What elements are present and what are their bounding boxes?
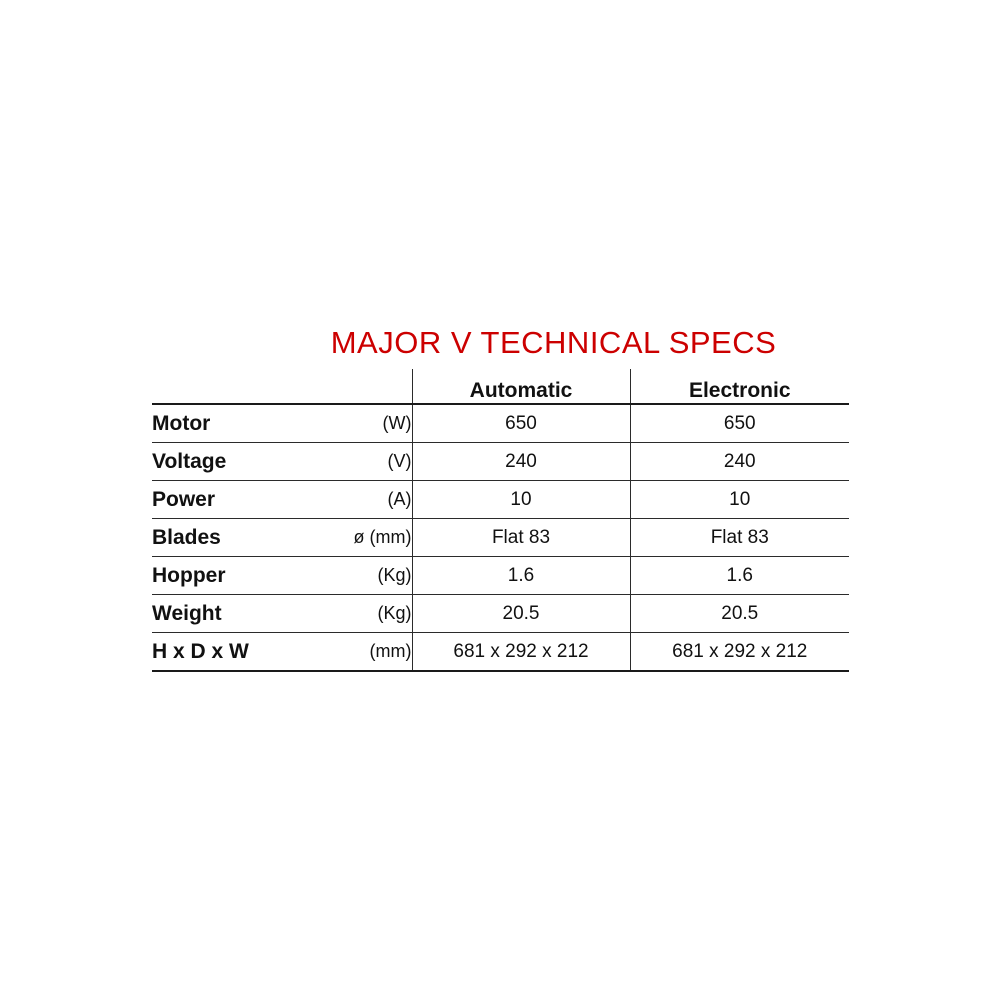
column-header-unit — [348, 369, 412, 404]
table-row — [152, 481, 849, 519]
row-label: Voltage — [152, 443, 348, 481]
row-label: Blades — [152, 519, 348, 557]
row-value-electronic: 20.5 — [630, 595, 849, 633]
row-value-automatic: 240 — [412, 443, 630, 481]
page-title: MAJOR V TECHNICAL SPECS — [330, 325, 777, 360]
table-row — [152, 404, 849, 443]
row-unit: (Kg) — [348, 557, 412, 595]
table-row — [152, 443, 849, 481]
row-value-automatic: 10 — [412, 481, 630, 519]
row-value-automatic: Flat 83 — [412, 519, 630, 557]
table-row — [152, 633, 849, 672]
row-unit: (A) — [348, 481, 412, 519]
row-label: Motor — [152, 404, 348, 443]
row-value-electronic: 1.6 — [630, 557, 849, 595]
table-header-row — [152, 369, 849, 404]
spec-block — [152, 325, 849, 672]
row-unit: (Kg) — [348, 595, 412, 633]
column-header-electronic: Electronic — [630, 369, 849, 404]
technical-specs-table — [152, 369, 849, 672]
table-row — [152, 595, 849, 633]
row-unit: (mm) — [348, 633, 412, 672]
row-label: Hopper — [152, 557, 348, 595]
row-value-electronic: 650 — [630, 404, 849, 443]
row-unit: ø (mm) — [348, 519, 412, 557]
row-value-automatic: 1.6 — [412, 557, 630, 595]
row-unit: (V) — [348, 443, 412, 481]
row-value-automatic: 20.5 — [412, 595, 630, 633]
table-body — [152, 404, 849, 671]
table-row — [152, 519, 849, 557]
row-value-automatic: 650 — [412, 404, 630, 443]
table-row — [152, 557, 849, 595]
row-label: Power — [152, 481, 348, 519]
row-value-electronic: 240 — [630, 443, 849, 481]
row-value-electronic: Flat 83 — [630, 519, 849, 557]
row-value-electronic: 10 — [630, 481, 849, 519]
row-value-automatic: 681 x 292 x 212 — [412, 633, 630, 672]
column-header-automatic: Automatic — [412, 369, 630, 404]
row-label: H x D x W — [152, 633, 348, 672]
row-label: Weight — [152, 595, 348, 633]
row-value-electronic: 681 x 292 x 212 — [630, 633, 849, 672]
row-unit: (W) — [348, 404, 412, 443]
column-header-spec — [152, 369, 348, 404]
